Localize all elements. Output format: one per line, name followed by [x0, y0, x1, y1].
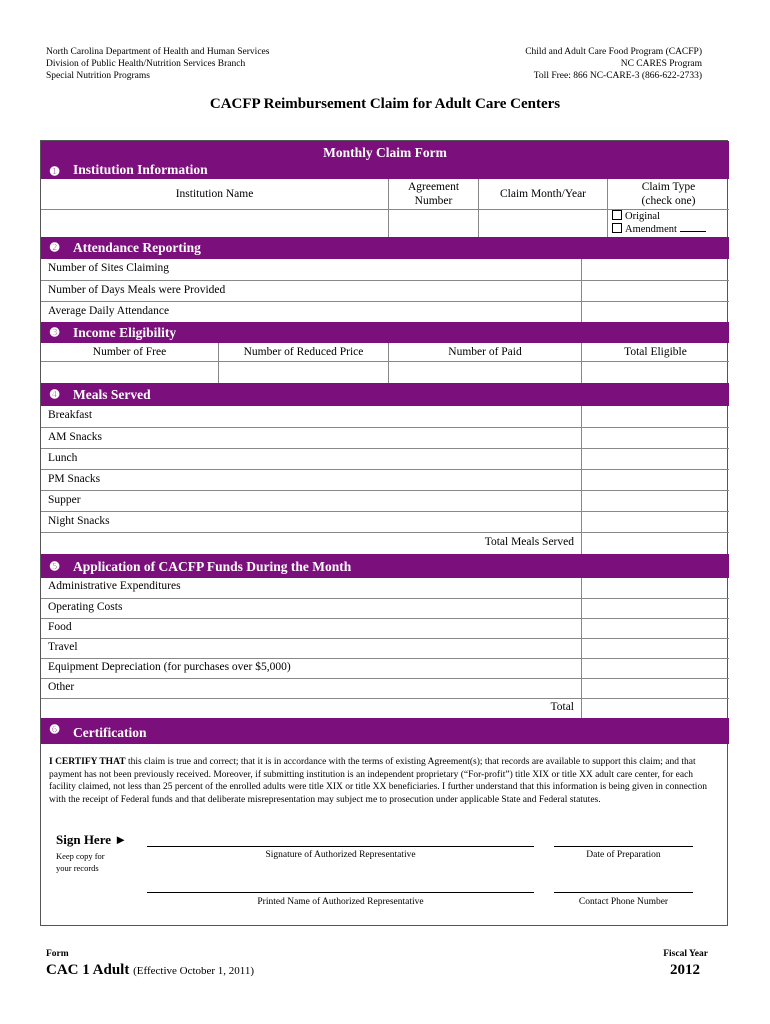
phone-line[interactable]: [554, 892, 693, 893]
institution-name-field[interactable]: [41, 210, 388, 237]
meal-row: [41, 427, 729, 448]
column-header: Number of Free: [92, 346, 167, 358]
free-count-field[interactable]: [41, 362, 218, 383]
section-number-icon: ➍: [50, 389, 60, 401]
institution-input-row: [41, 209, 729, 237]
effective-date: (Effective October 1, 2011): [133, 965, 255, 977]
row-label: Total Meals Served: [484, 536, 574, 548]
value-field[interactable]: [581, 679, 729, 698]
row-label: Number of Sites Claiming: [48, 262, 170, 274]
claim-month-field[interactable]: [478, 210, 607, 237]
funds-row: [41, 638, 729, 658]
value-field[interactable]: [581, 281, 729, 301]
row-label: Food: [48, 621, 72, 633]
section-title: Certification: [73, 725, 147, 740]
claim-type-label: [607, 179, 729, 209]
funds-row: [41, 598, 729, 618]
section-4-bar: [41, 383, 729, 406]
claim-type-line: (check one): [641, 195, 696, 207]
row-label: Night Snacks: [48, 515, 110, 527]
checkbox-icon[interactable]: [612, 223, 622, 233]
date-caption: Date of Preparation: [586, 850, 661, 860]
value-field[interactable]: [581, 491, 729, 511]
amendment-label: Amendment: [625, 224, 677, 235]
value-field[interactable]: [581, 533, 729, 554]
program-line: Toll Free: 866 NC-CARE-3 (866-622-2733): [533, 71, 702, 81]
row-label: Average Daily Attendance: [48, 305, 170, 317]
meal-row: [41, 511, 729, 532]
section-number-icon: ➊: [50, 166, 60, 178]
note-line: your records: [56, 863, 99, 873]
section-1-bar: [41, 141, 729, 179]
amendment-number-line[interactable]: [680, 231, 706, 232]
sign-here-label: Sign Here ►: [56, 832, 128, 847]
note-line: Keep copy for: [56, 851, 105, 861]
section-title: Institution Information: [73, 162, 208, 177]
phone-caption: Contact Phone Number: [578, 897, 669, 907]
date-line[interactable]: [554, 846, 693, 847]
section-number-icon: ➎: [50, 561, 60, 573]
value-field[interactable]: [581, 512, 729, 532]
claim-month-label: Claim Month/Year: [478, 179, 607, 209]
funds-row: [41, 658, 729, 678]
section-title: Income Eligibility: [73, 325, 177, 340]
agreement-number-label: [388, 179, 478, 209]
funds-row: [41, 578, 729, 598]
meals-total-row: [41, 532, 729, 554]
value-field[interactable]: [581, 599, 729, 618]
reduced-count-field[interactable]: [218, 362, 388, 383]
row-label: Operating Costs: [48, 601, 123, 613]
meal-row: [41, 469, 729, 490]
total-eligible-field[interactable]: [581, 362, 729, 383]
form-label: Form: [46, 949, 69, 959]
form-title: Monthly Claim Form: [323, 145, 447, 160]
attendance-row: [41, 259, 729, 280]
section-number-icon: ➋: [50, 242, 60, 254]
section-3-bar: [41, 322, 729, 343]
value-field[interactable]: [581, 639, 729, 658]
row-label: Administrative Expenditures: [48, 580, 181, 592]
row-label: Number of Days Meals were Provided: [48, 284, 226, 296]
income-header-row: [41, 343, 729, 361]
signature-line[interactable]: [147, 846, 534, 847]
row-label: Breakfast: [48, 409, 93, 421]
agency-line: Division of Public Health/Nutrition Services Branch: [46, 59, 246, 69]
signature-caption: Signature of Authorized Representative: [265, 850, 416, 860]
attendance-row: [41, 280, 729, 301]
funds-row: [41, 618, 729, 638]
form-code: CAC 1 Adult: [46, 962, 130, 978]
column-header: Number of Reduced Price: [218, 343, 388, 361]
row-label: Total: [550, 701, 574, 713]
section-title: Application of CACFP Funds During the Month: [73, 559, 352, 574]
row-label: AM Snacks: [48, 431, 102, 443]
row-label: Other: [48, 681, 75, 693]
page-title: CACFP Reimbursement Claim for Adult Care Centers: [209, 96, 561, 112]
checkbox-icon[interactable]: [612, 210, 622, 220]
section-number-icon: ➏: [50, 724, 60, 736]
certification-text: [49, 756, 721, 806]
value-field[interactable]: [581, 699, 729, 718]
claim-form: [40, 140, 728, 926]
value-field[interactable]: [581, 449, 729, 469]
section-title: Meals Served: [73, 387, 151, 402]
income-input-row: [41, 361, 729, 383]
printed-name-line[interactable]: [147, 892, 534, 893]
form-name: [46, 962, 254, 979]
fiscal-year-label: Fiscal Year: [663, 949, 708, 959]
amendment-option[interactable]: [612, 223, 729, 236]
value-field[interactable]: [581, 302, 729, 322]
row-label: PM Snacks: [48, 473, 101, 485]
program-line: NC CARES Program: [620, 59, 702, 69]
original-label: Original: [625, 211, 660, 222]
fiscal-year: 2012: [670, 962, 700, 978]
keep-copy-note: [56, 850, 105, 874]
institution-name-label: Institution Name: [175, 188, 254, 200]
agreement-number-field[interactable]: [388, 210, 478, 237]
paid-count-field[interactable]: [388, 362, 581, 383]
value-field[interactable]: [581, 259, 729, 280]
value-field[interactable]: [581, 406, 729, 427]
row-label: Supper: [48, 494, 81, 506]
certify-body: this claim is true and correct; that it is in accordance with the terms of existing Agreement(s); that records are available to support this claim; and that payment has not been previously received. Moreover, if submitting institution is an independent proprietary (“For-profit”) title XIX or title XX adult care center, for each facility claimed, not less than 25 percent of the enrolled adults were title XIX or title XX beneficiaries. I further understand that this information is being given in connection with the receipt of Federal funds and that deliberate misrepresentation may subject me to prosecution under applicable State and Federal statutes.: [49, 757, 707, 805]
agreement-label-line: Agreement: [407, 181, 460, 193]
row-label: Equipment Depreciation (for purchases over $5,000): [48, 661, 291, 673]
section-6-bar: [41, 718, 729, 744]
section-title: Attendance Reporting: [73, 240, 201, 255]
claim-type-line: Claim Type: [641, 181, 696, 193]
meal-row: [41, 448, 729, 469]
value-field[interactable]: [581, 619, 729, 638]
row-label: Travel: [48, 641, 78, 653]
section-5-bar: [41, 554, 729, 578]
agency-header: [46, 46, 269, 82]
original-option[interactable]: [612, 210, 729, 223]
certify-lead: I CERTIFY THAT: [49, 757, 126, 767]
section-2-bar: [41, 237, 729, 259]
value-field[interactable]: [581, 578, 729, 598]
value-field[interactable]: [581, 659, 729, 678]
program-line: Child and Adult Care Food Program (CACFP): [525, 47, 702, 57]
agency-line: North Carolina Department of Health and Human Services: [46, 47, 270, 57]
funds-total-row: [41, 698, 729, 718]
meal-row: [41, 406, 729, 427]
attendance-row: [41, 301, 729, 322]
funds-row: [41, 678, 729, 698]
column-header: Total Eligible: [581, 343, 729, 361]
claim-type-options: [607, 210, 729, 237]
meal-row: [41, 490, 729, 511]
value-field[interactable]: [581, 470, 729, 490]
agency-line: Special Nutrition Programs: [46, 71, 150, 81]
section-number-icon: ➌: [50, 327, 60, 339]
column-header: Number of Paid: [388, 343, 581, 361]
row-label: Lunch: [48, 452, 78, 464]
printed-name-caption: Printed Name of Authorized Representative: [257, 897, 424, 907]
value-field[interactable]: [581, 428, 729, 448]
agreement-label-line: Number: [414, 195, 453, 207]
program-header: [525, 46, 702, 82]
institution-header-row: [41, 179, 729, 209]
